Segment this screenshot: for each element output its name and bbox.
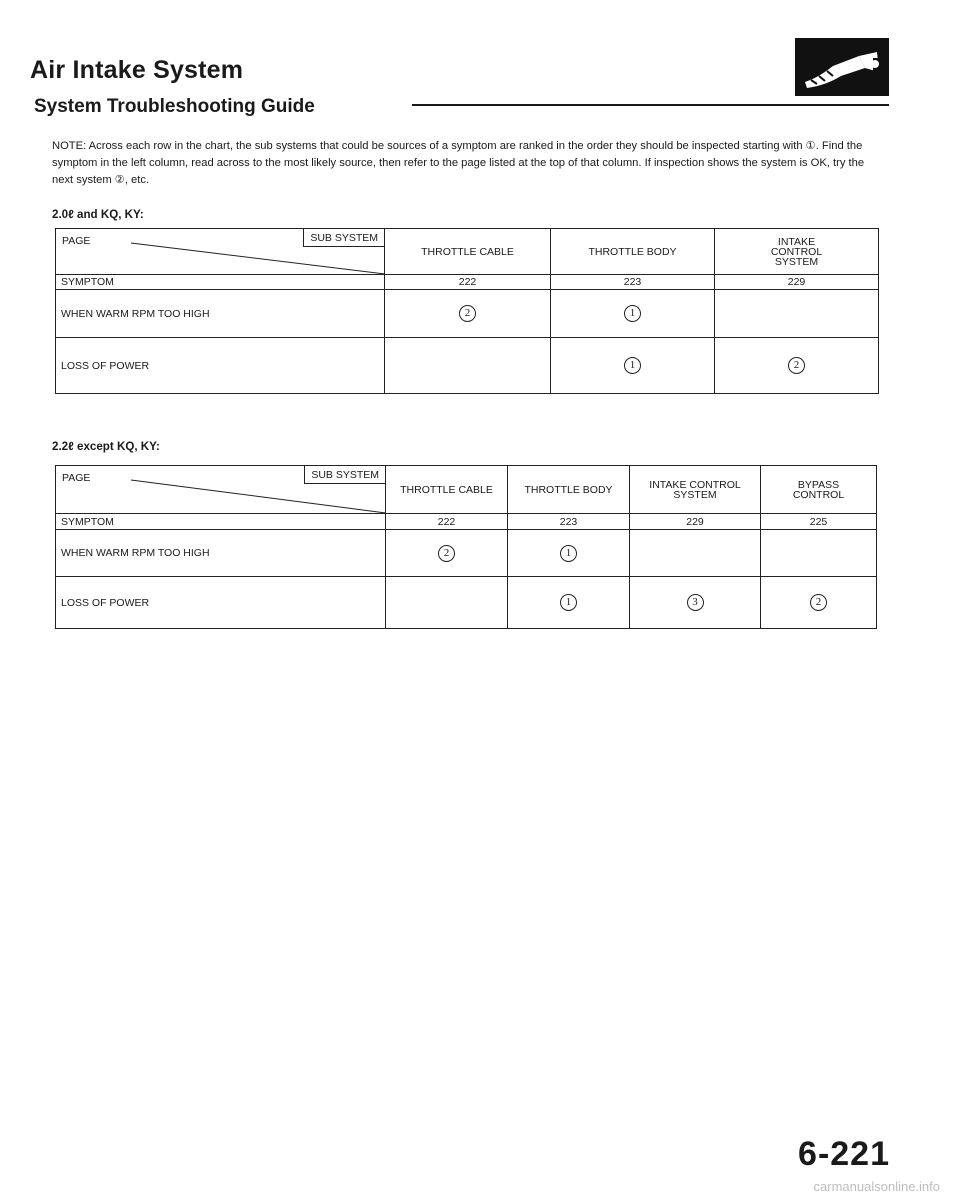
page-label: PAGE — [62, 472, 91, 484]
section-subtitle: System Troubleshooting Guide — [34, 96, 315, 117]
page-number: 6-221 — [798, 1135, 890, 1173]
column-page-number: 222 — [385, 275, 551, 290]
rank-badge: 1 — [560, 594, 577, 611]
rank-cell — [385, 290, 551, 338]
symptom-cell: WHEN WARM RPM TOO HIGH — [56, 290, 385, 338]
page-subsystem-header — [56, 229, 385, 275]
rank-cell — [630, 577, 761, 629]
column-page-number: 229 — [715, 275, 879, 290]
page-label: PAGE — [62, 235, 91, 247]
rank-badge: 2 — [788, 357, 805, 374]
symptom-header — [56, 275, 385, 290]
rank-cell — [715, 290, 879, 338]
rank-badge: 1 — [624, 357, 641, 374]
rank-cell — [551, 338, 715, 394]
column-page-number: 223 — [551, 275, 715, 290]
troubleshooting-table-2-0l — [55, 228, 879, 394]
column-header: THROTTLE CABLE — [386, 466, 508, 514]
rank-cell — [761, 530, 877, 577]
symptom-cell: LOSS OF POWER — [56, 577, 386, 629]
symptom-cell: LOSS OF POWER — [56, 338, 385, 394]
rank-cell — [386, 577, 508, 629]
symptom-header — [56, 514, 386, 530]
rank-cell — [630, 530, 761, 577]
rank-cell — [715, 338, 879, 394]
sub-system-label: SUB SYSTEM — [304, 466, 385, 484]
column-page-number: 225 — [761, 514, 877, 530]
note-paragraph: NOTE: Across each row in the chart, the sub systems that could be sources of a symptom are ranked in the order they should be inspected starting with ①. Find the symptom in the left column, read across to the most likely source, then refer to the page listed at the top of that column. If inspection shows the system is OK, try the next system ②, etc. — [52, 140, 865, 186]
symptom-cell: WHEN WARM RPM TOO HIGH — [56, 530, 386, 577]
rank-badge: 3 — [687, 594, 704, 611]
air-intake-hose-icon — [795, 38, 889, 96]
column-page-number: 223 — [508, 514, 630, 530]
page-title: Air Intake System — [30, 56, 244, 84]
column-header: THROTTLE BODY — [508, 466, 630, 514]
table-caption-2-0l: 2.0ℓ and KQ, KY: — [52, 208, 144, 221]
symptom-label: SYMPTOM — [61, 515, 114, 528]
table-caption-2-2l: 2.2ℓ except KQ, KY: — [52, 440, 160, 453]
troubleshooting-table-2-2l — [55, 465, 877, 629]
rank-badge: 1 — [560, 545, 577, 562]
rank-cell — [761, 577, 877, 629]
rank-cell — [508, 530, 630, 577]
rank-cell — [385, 338, 551, 394]
column-header: INTAKE CONTROL SYSTEM — [715, 229, 879, 275]
column-page-number: 229 — [630, 514, 761, 530]
column-header: THROTTLE BODY — [551, 229, 715, 275]
rank-cell — [508, 577, 630, 629]
column-header: THROTTLE CABLE — [385, 229, 551, 275]
column-header: BYPASS CONTROL — [761, 466, 877, 514]
watermark: carmanualsonline.info — [813, 1179, 940, 1194]
column-header: INTAKE CONTROL SYSTEM — [630, 466, 761, 514]
rank-badge: 1 — [624, 305, 641, 322]
subtitle-rule — [412, 104, 889, 106]
column-page-number: 222 — [386, 514, 508, 530]
rank-badge: 2 — [459, 305, 476, 322]
rank-cell — [386, 530, 508, 577]
rank-badge: 2 — [438, 545, 455, 562]
rank-cell — [551, 290, 715, 338]
rank-badge: 2 — [810, 594, 827, 611]
symptom-label: SYMPTOM — [61, 276, 114, 288]
page-subsystem-header — [56, 466, 386, 514]
sub-system-label: SUB SYSTEM — [303, 229, 384, 247]
